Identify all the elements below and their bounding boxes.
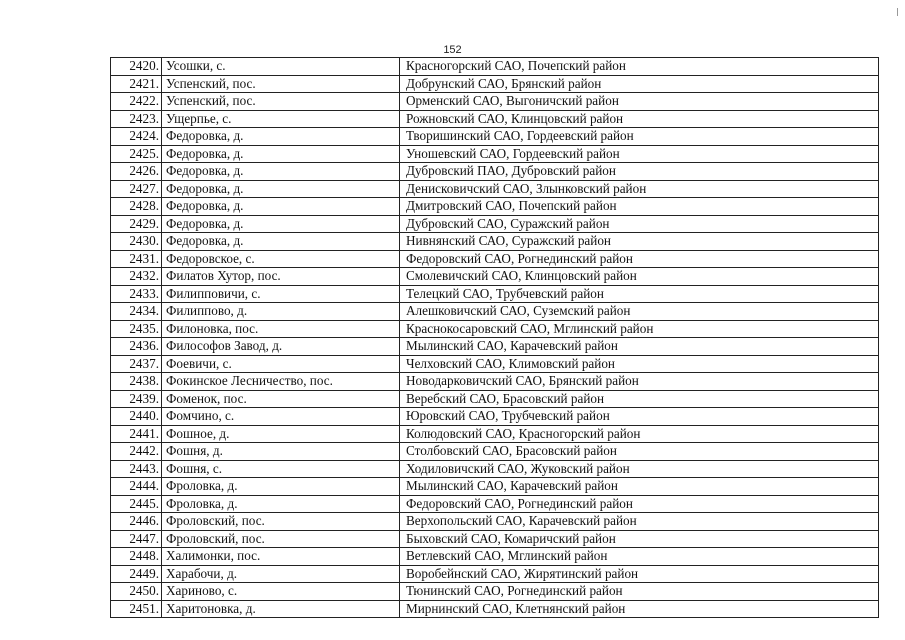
row-number: 2433. <box>111 285 162 303</box>
row-number: 2430. <box>111 233 162 251</box>
table-row <box>111 513 879 531</box>
settlement-name: Фроловка, д. <box>162 495 400 513</box>
settlement-name: Фокинское Лесничество, пос. <box>162 373 400 391</box>
administrative-area: Мылинский САО, Карачевский район <box>400 478 879 496</box>
row-number: 2449. <box>111 565 162 583</box>
row-number: 2451. <box>111 600 162 618</box>
settlement-name: Усошки, с. <box>162 58 400 76</box>
row-number: 2421. <box>111 75 162 93</box>
settlement-name: Федоровка, д. <box>162 180 400 198</box>
row-number: 2426. <box>111 163 162 181</box>
settlement-name: Филоновка, пос. <box>162 320 400 338</box>
row-number: 2441. <box>111 425 162 443</box>
row-number: 2440. <box>111 408 162 426</box>
table-row <box>111 93 879 111</box>
settlement-name: Федоровка, д. <box>162 128 400 146</box>
settlement-name: Философов Завод, д. <box>162 338 400 356</box>
settlement-name: Филатов Хутор, пос. <box>162 268 400 286</box>
table-row <box>111 478 879 496</box>
table-row <box>111 495 879 513</box>
settlement-name: Фошня, д. <box>162 443 400 461</box>
table-row <box>111 600 879 618</box>
row-number: 2424. <box>111 128 162 146</box>
table-row <box>111 58 879 76</box>
row-number: 2429. <box>111 215 162 233</box>
administrative-area: Мирнинский САО, Клетнянский район <box>400 600 879 618</box>
settlement-name: Фошное, д. <box>162 425 400 443</box>
table-row <box>111 215 879 233</box>
administrative-area: Столбовский САО, Брасовский район <box>400 443 879 461</box>
settlement-name: Фроловский, пос. <box>162 513 400 531</box>
table-row <box>111 233 879 251</box>
row-number: 2442. <box>111 443 162 461</box>
settlement-name: Фроловка, д. <box>162 478 400 496</box>
settlements-table <box>110 57 879 618</box>
administrative-area: Мылинский САО, Карачевский район <box>400 338 879 356</box>
administrative-area: Колюдовский САО, Красногорский район <box>400 425 879 443</box>
administrative-area: Федоровский САО, Рогнединский район <box>400 495 879 513</box>
administrative-area: Орменский САО, Выгоничский район <box>400 93 879 111</box>
settlement-name: Харабочи, д. <box>162 565 400 583</box>
row-number: 2436. <box>111 338 162 356</box>
row-number: 2448. <box>111 548 162 566</box>
row-number: 2450. <box>111 583 162 601</box>
administrative-area: Нивнянский САО, Суражский район <box>400 233 879 251</box>
row-number: 2439. <box>111 390 162 408</box>
administrative-area: Ходиловичский САО, Жуковский район <box>400 460 879 478</box>
row-number: 2446. <box>111 513 162 531</box>
page-edge-mark <box>897 8 898 16</box>
administrative-area: Дубровский ПАО, Дубровский район <box>400 163 879 181</box>
table-row <box>111 373 879 391</box>
row-number: 2428. <box>111 198 162 216</box>
administrative-area: Рожновский САО, Клинцовский район <box>400 110 879 128</box>
settlement-name: Харитоновка, д. <box>162 600 400 618</box>
settlement-name: Филипповичи, с. <box>162 285 400 303</box>
administrative-area: Дмитровский САО, Почепский район <box>400 198 879 216</box>
administrative-area: Воробейнский САО, Жирятинский район <box>400 565 879 583</box>
table-row <box>111 110 879 128</box>
table-row <box>111 565 879 583</box>
settlements-table-body <box>111 58 879 618</box>
table-row <box>111 320 879 338</box>
settlement-name: Филиппово, д. <box>162 303 400 321</box>
settlement-name: Халимонки, пос. <box>162 548 400 566</box>
administrative-area: Уношевский САО, Гордеевский район <box>400 145 879 163</box>
table-row <box>111 303 879 321</box>
settlement-name: Федоровское, с. <box>162 250 400 268</box>
table-row <box>111 163 879 181</box>
page-number: 152 <box>443 44 462 56</box>
administrative-area: Челховский САО, Климовский район <box>400 355 879 373</box>
row-number: 2431. <box>111 250 162 268</box>
table-row <box>111 425 879 443</box>
table-row <box>111 460 879 478</box>
table-row <box>111 75 879 93</box>
administrative-area: Красногорский САО, Почепский район <box>400 58 879 76</box>
administrative-area: Денисковичский САО, Злынковский район <box>400 180 879 198</box>
settlement-name: Федоровка, д. <box>162 163 400 181</box>
row-number: 2435. <box>111 320 162 338</box>
settlement-name: Успенский, пос. <box>162 75 400 93</box>
table-row <box>111 285 879 303</box>
administrative-area: Новодарковичский САО, Брянский район <box>400 373 879 391</box>
table-row <box>111 268 879 286</box>
row-number: 2444. <box>111 478 162 496</box>
row-number: 2447. <box>111 530 162 548</box>
table-row <box>111 180 879 198</box>
administrative-area: Алешковичский САО, Суземский район <box>400 303 879 321</box>
administrative-area: Дубровский САО, Суражский район <box>400 215 879 233</box>
administrative-area: Добрунский САО, Брянский район <box>400 75 879 93</box>
row-number: 2445. <box>111 495 162 513</box>
administrative-area: Смолевичский САО, Клинцовский район <box>400 268 879 286</box>
settlement-name: Федоровка, д. <box>162 145 400 163</box>
row-number: 2443. <box>111 460 162 478</box>
table-row <box>111 390 879 408</box>
row-number: 2425. <box>111 145 162 163</box>
table-row <box>111 355 879 373</box>
table-row <box>111 583 879 601</box>
table-row <box>111 548 879 566</box>
table-row <box>111 250 879 268</box>
settlement-name: Федоровка, д. <box>162 233 400 251</box>
row-number: 2423. <box>111 110 162 128</box>
row-number: 2432. <box>111 268 162 286</box>
administrative-area: Ветлевский САО, Мглинский район <box>400 548 879 566</box>
administrative-area: Быховский САО, Комаричский район <box>400 530 879 548</box>
row-number: 2422. <box>111 93 162 111</box>
table-row <box>111 530 879 548</box>
administrative-area: Краснокосаровский САО, Мглинский район <box>400 320 879 338</box>
table-row <box>111 408 879 426</box>
table-row <box>111 128 879 146</box>
row-number: 2437. <box>111 355 162 373</box>
table-row <box>111 145 879 163</box>
administrative-area: Телецкий САО, Трубчевский район <box>400 285 879 303</box>
administrative-area: Юровский САО, Трубчевский район <box>400 408 879 426</box>
administrative-area: Федоровский САО, Рогнединский район <box>400 250 879 268</box>
table-row <box>111 198 879 216</box>
administrative-area: Тюнинский САО, Рогнединский район <box>400 583 879 601</box>
table-row <box>111 338 879 356</box>
row-number: 2420. <box>111 58 162 76</box>
settlement-name: Фоменок, пос. <box>162 390 400 408</box>
settlement-name: Ущерпье, с. <box>162 110 400 128</box>
administrative-area: Верхопольский САО, Карачевский район <box>400 513 879 531</box>
administrative-area: Веребский САО, Брасовский район <box>400 390 879 408</box>
settlement-name: Фроловский, пос. <box>162 530 400 548</box>
settlement-name: Фошня, с. <box>162 460 400 478</box>
row-number: 2438. <box>111 373 162 391</box>
settlement-name: Успенский, пос. <box>162 93 400 111</box>
settlement-name: Фоевичи, с. <box>162 355 400 373</box>
settlement-name: Фомчино, с. <box>162 408 400 426</box>
row-number: 2427. <box>111 180 162 198</box>
administrative-area: Творишинский САО, Гордеевский район <box>400 128 879 146</box>
table-row <box>111 443 879 461</box>
settlement-name: Федоровка, д. <box>162 198 400 216</box>
row-number: 2434. <box>111 303 162 321</box>
settlement-name: Хариново, с. <box>162 583 400 601</box>
settlement-name: Федоровка, д. <box>162 215 400 233</box>
